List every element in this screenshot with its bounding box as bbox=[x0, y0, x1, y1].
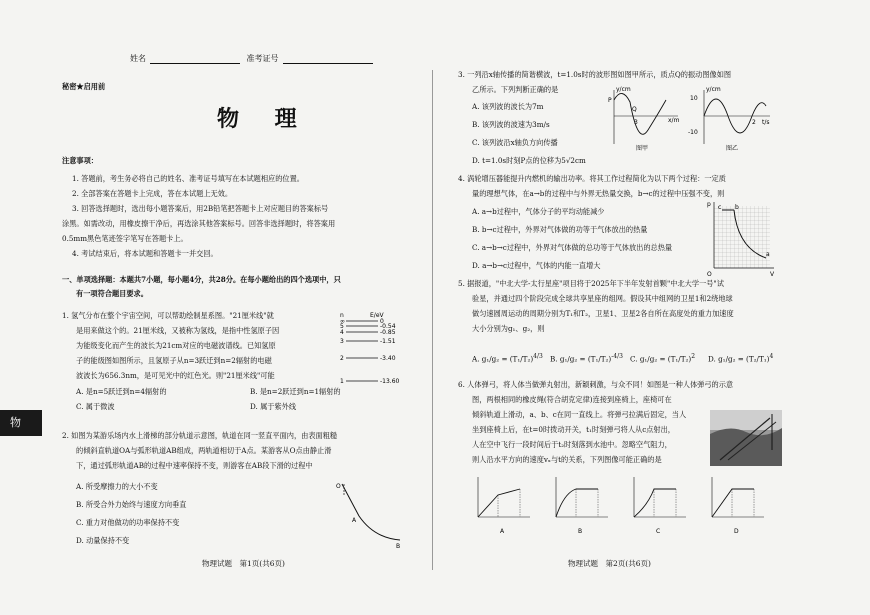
q1-text: 1. 氢气分布在整个宇宙空间，可以帮助绘制星系图。"21厘米线"就 bbox=[62, 311, 274, 320]
svg-text:5: 5 bbox=[340, 323, 344, 330]
svg-text:-3.40: -3.40 bbox=[380, 355, 396, 362]
state-a: a bbox=[766, 251, 770, 258]
q1-option-d[interactable]: D. 属于紫外线 bbox=[250, 402, 297, 411]
level-2 bbox=[340, 355, 396, 362]
name-label: 姓名 bbox=[130, 54, 146, 63]
q3-text: 3. 一列沿x轴传播的简谐横波，t=1.0s时的波形图如图甲所示，质点Q的振动图像如图 bbox=[458, 70, 732, 79]
wave-graph-yi bbox=[688, 86, 776, 152]
graph-b bbox=[550, 475, 610, 535]
notice-item: 涂黑。如需改动，用橡皮擦干净后，再选涂其他答案标号。回答非选择题时，将答案用 bbox=[62, 219, 336, 228]
svg-text:∞: ∞ bbox=[340, 318, 345, 325]
svg-text:t/s: t/s bbox=[762, 119, 770, 126]
graph-c-label: C bbox=[656, 528, 661, 535]
q2-text: 下，通过弧形轨道AB的过程中速率保持不变，则游客在AB段下滑的过程中 bbox=[76, 461, 313, 470]
svg-text:-10: -10 bbox=[688, 129, 698, 136]
graph-a bbox=[472, 475, 532, 535]
point-p: P bbox=[608, 97, 612, 104]
svg-text:3: 3 bbox=[634, 119, 638, 126]
q4-text: 量的理想气体，在a→b的过程中与外界无热量交换，b→c的过程中压强不变，则 bbox=[472, 189, 725, 198]
fig-yi-label: 图乙 bbox=[726, 145, 739, 152]
q5-text: 验星，并通过四个阶段完成全球共享星座的组网。假设其中组网的卫星1和2绕地球 bbox=[472, 294, 733, 303]
right-page bbox=[448, 30, 818, 585]
pv-diagram bbox=[706, 200, 778, 276]
svg-text:O: O bbox=[707, 271, 712, 278]
svg-text:-13.60: -13.60 bbox=[380, 378, 400, 385]
graph-c bbox=[628, 475, 688, 535]
svg-text:-0.54: -0.54 bbox=[380, 323, 396, 330]
q3-option-d[interactable]: D. t=1.0s时刻P点的位移为5√2cm bbox=[472, 156, 586, 165]
q5-text: 5. 据报道，"中北大学-太行星座"项目将于2025年下半年发射首颗"中北大学一号"试 bbox=[458, 279, 724, 288]
graph-a-label: A bbox=[500, 528, 505, 535]
n-axis-label: n bbox=[340, 312, 344, 319]
footer-page-1: 物理试题 第1页(共6页) bbox=[202, 559, 285, 568]
energy-level-diagram bbox=[340, 311, 410, 383]
secret-label: 秘密★启用前 bbox=[62, 82, 106, 91]
q2-option-b[interactable]: B. 所受合外力始终与速度方向垂直 bbox=[76, 500, 187, 509]
section-heading: 一、单项选择题：本题共7小题，每小题4分，共28分。在每小题给出的四个选项中，只 bbox=[62, 275, 341, 284]
section-heading-cont: 有一项符合题目要求。 bbox=[76, 289, 148, 298]
svg-text:-0.85: -0.85 bbox=[380, 329, 396, 336]
subject-side-tab: 物 bbox=[0, 410, 42, 436]
q5-text: 做匀速圆周运动的周期分别为T₁和T₂，卫星1、卫星2各自所在高度处的重力加速度 bbox=[472, 309, 734, 318]
point-a: A bbox=[352, 517, 357, 524]
svg-text:2: 2 bbox=[340, 355, 344, 362]
notice-item: 4. 考试结束后，将本试题和答题卡一并交回。 bbox=[72, 249, 218, 258]
svg-text:4: 4 bbox=[340, 329, 344, 336]
q4-text: 4. 涡轮增压器能提升内燃机的输出功率。将其工作过程简化为以下两个过程：一定质 bbox=[458, 174, 726, 183]
svg-text:V: V bbox=[770, 271, 775, 278]
q5-option-b[interactable]: B. $g_1/g_2 = (T_1/T_2)^{-4/3}$ bbox=[550, 353, 623, 364]
notice-item: 0.5mm黑色笔迹签字笔写在答题卡上。 bbox=[62, 234, 188, 243]
svg-text:p: p bbox=[707, 201, 711, 208]
id-blank[interactable] bbox=[283, 55, 373, 64]
human-slingshot-photo bbox=[710, 410, 782, 466]
svg-text:y/cm: y/cm bbox=[616, 86, 631, 93]
q6-text: 倾斜轨道上滑动，a、b、c在同一直线上。将弹弓拉满后固定，当人 bbox=[472, 410, 687, 419]
q2-option-a[interactable]: A. 所受摩擦力的大小不变 bbox=[76, 482, 158, 491]
left-page bbox=[52, 30, 422, 585]
level-3 bbox=[340, 338, 396, 345]
column-divider bbox=[432, 70, 433, 570]
svg-text:10: 10 bbox=[690, 95, 698, 102]
notice-item: 3. 回答选择题时，选出每小题答案后，用2B铅笔把答题卡上对应题目的答案标号 bbox=[72, 204, 329, 213]
q2-text: 的倾斜直轨道OA与弧形轨道AB组成，两轨道相切于A点。某游客从O点由静止滑 bbox=[76, 446, 332, 455]
point-q: Q bbox=[632, 106, 637, 113]
q1-text: 为能级变化而产生的波长为21cm对应的电磁波谱线。已知氢原 bbox=[76, 341, 276, 350]
q5-text: 大小分别为g₁、g₂，则 bbox=[472, 324, 545, 333]
q6-text: 坐到座椅上后，在t=0时拨动开关，t₁时刻弹弓将人从c点射出， bbox=[472, 425, 675, 434]
state-b: b bbox=[735, 204, 739, 211]
q1-option-a[interactable]: A. 是n=5跃迁到n=4辐射的 bbox=[76, 387, 167, 396]
fig-jia-label: 图甲 bbox=[636, 145, 649, 152]
q1-text: 是用来做这个的。21厘米线，又被称为氢线，是指中性氢原子因 bbox=[76, 326, 280, 335]
q6-text: 人在空中飞行一段时间后于t₂时刻落到水池中。忽略空气阻力， bbox=[472, 440, 672, 449]
q3-option-a[interactable]: A. 该列波的波长为7m bbox=[472, 102, 544, 111]
level-inf bbox=[340, 318, 384, 325]
svg-text:1: 1 bbox=[340, 378, 344, 385]
e-axis-label: E/eV bbox=[370, 312, 384, 319]
svg-text:3: 3 bbox=[340, 338, 344, 345]
q2-option-c[interactable]: C. 重力对他做功的功率保持不变 bbox=[76, 518, 180, 527]
q5-option-a[interactable]: A. $g_1/g_2 = (T_1/T_2)^{4/3}$ bbox=[472, 353, 543, 364]
q4-option-c[interactable]: C. a→b→c过程中，外界对气体做的总功等于气体放出的总热量 bbox=[472, 243, 673, 252]
notice-heading: 注意事项： bbox=[62, 156, 98, 165]
q2-option-d[interactable]: D. 动量保持不变 bbox=[76, 536, 130, 545]
q4-option-a[interactable]: A. a→b过程中，气体分子的平均动能减少 bbox=[472, 207, 605, 216]
footer-page-2: 物理试题 第2页(共6页) bbox=[568, 559, 651, 568]
q1-text: 波波长为656.3nm，是可见光中的红色光。则"21厘米线"可能 bbox=[76, 371, 275, 380]
notice-item: 1. 答题前，考生务必将自己的姓名、准考证号填写在本试题相应的位置。 bbox=[72, 174, 304, 183]
page-title: 物 理 bbox=[217, 107, 311, 132]
state-c: c bbox=[718, 204, 722, 211]
q1-option-b[interactable]: B. 是n=2跃迁到n=1辐射的 bbox=[250, 387, 341, 396]
level-1 bbox=[340, 378, 400, 385]
q3-option-b[interactable]: B. 该列波的波速为3m/s bbox=[472, 120, 550, 129]
q1-option-c[interactable]: C. 属于微波 bbox=[76, 402, 115, 411]
svg-text:y/cm: y/cm bbox=[706, 86, 721, 93]
notice-item: 2. 全部答案在答题卡上完成，答在本试题上无效。 bbox=[72, 189, 233, 198]
graph-b-label: B bbox=[578, 528, 583, 535]
q3-text: 乙所示。下列判断正确的是 bbox=[472, 85, 559, 94]
q5-option-c[interactable]: C. $g_1/g_2 = (T_1/T_2)^2$ bbox=[630, 353, 696, 364]
point-b: B bbox=[396, 543, 401, 550]
q3-option-c[interactable]: C. 该列波沿x轴负方向传播 bbox=[472, 138, 558, 147]
name-blank[interactable] bbox=[150, 55, 240, 64]
svg-text:0: 0 bbox=[380, 318, 384, 325]
svg-text:x/m: x/m bbox=[668, 117, 680, 124]
point-o: O bbox=[336, 483, 341, 490]
q5-option-d[interactable]: D. $g_1/g_2 = (T_2/T_1)^4$ bbox=[708, 353, 774, 364]
slide-diagram bbox=[334, 476, 404, 550]
q2-text: 2. 如图为某游乐场内水上滑梯的部分轨道示意图，轨道在同一竖直平面内，由表面粗糙 bbox=[62, 431, 338, 440]
svg-text:-1.51: -1.51 bbox=[380, 338, 396, 345]
svg-text:2: 2 bbox=[752, 119, 756, 126]
student-info-line bbox=[130, 54, 377, 64]
q4-option-b[interactable]: B. b→c过程中，外界对气体做的功等于气体放出的热量 bbox=[472, 225, 648, 234]
q4-option-d[interactable]: D. a→b→c过程中，气体的内能一直增大 bbox=[472, 261, 601, 270]
graph-d-label: D bbox=[734, 528, 739, 535]
q6-text: 6. 人体弹弓，将人体当做弹丸射出，新颖刺激，与众不同！如图是一种人体弹弓的示意 bbox=[458, 380, 734, 389]
wave-graph-jia bbox=[606, 86, 686, 152]
q1-text: 子的能级图如图所示，且氢原子从n=3跃迁到n=2辐射的电磁 bbox=[76, 356, 272, 365]
level-4 bbox=[340, 329, 396, 336]
id-label: 准考证号 bbox=[246, 54, 279, 63]
graph-d bbox=[706, 475, 766, 535]
q6-text: 则人沿水平方向的速度vₓ与t的关系，下列图像可能正确的是 bbox=[472, 455, 662, 464]
q6-text: 图，两根相同的橡皮绳(符合胡克定律)连接到座椅上，座椅可在 bbox=[472, 395, 672, 404]
